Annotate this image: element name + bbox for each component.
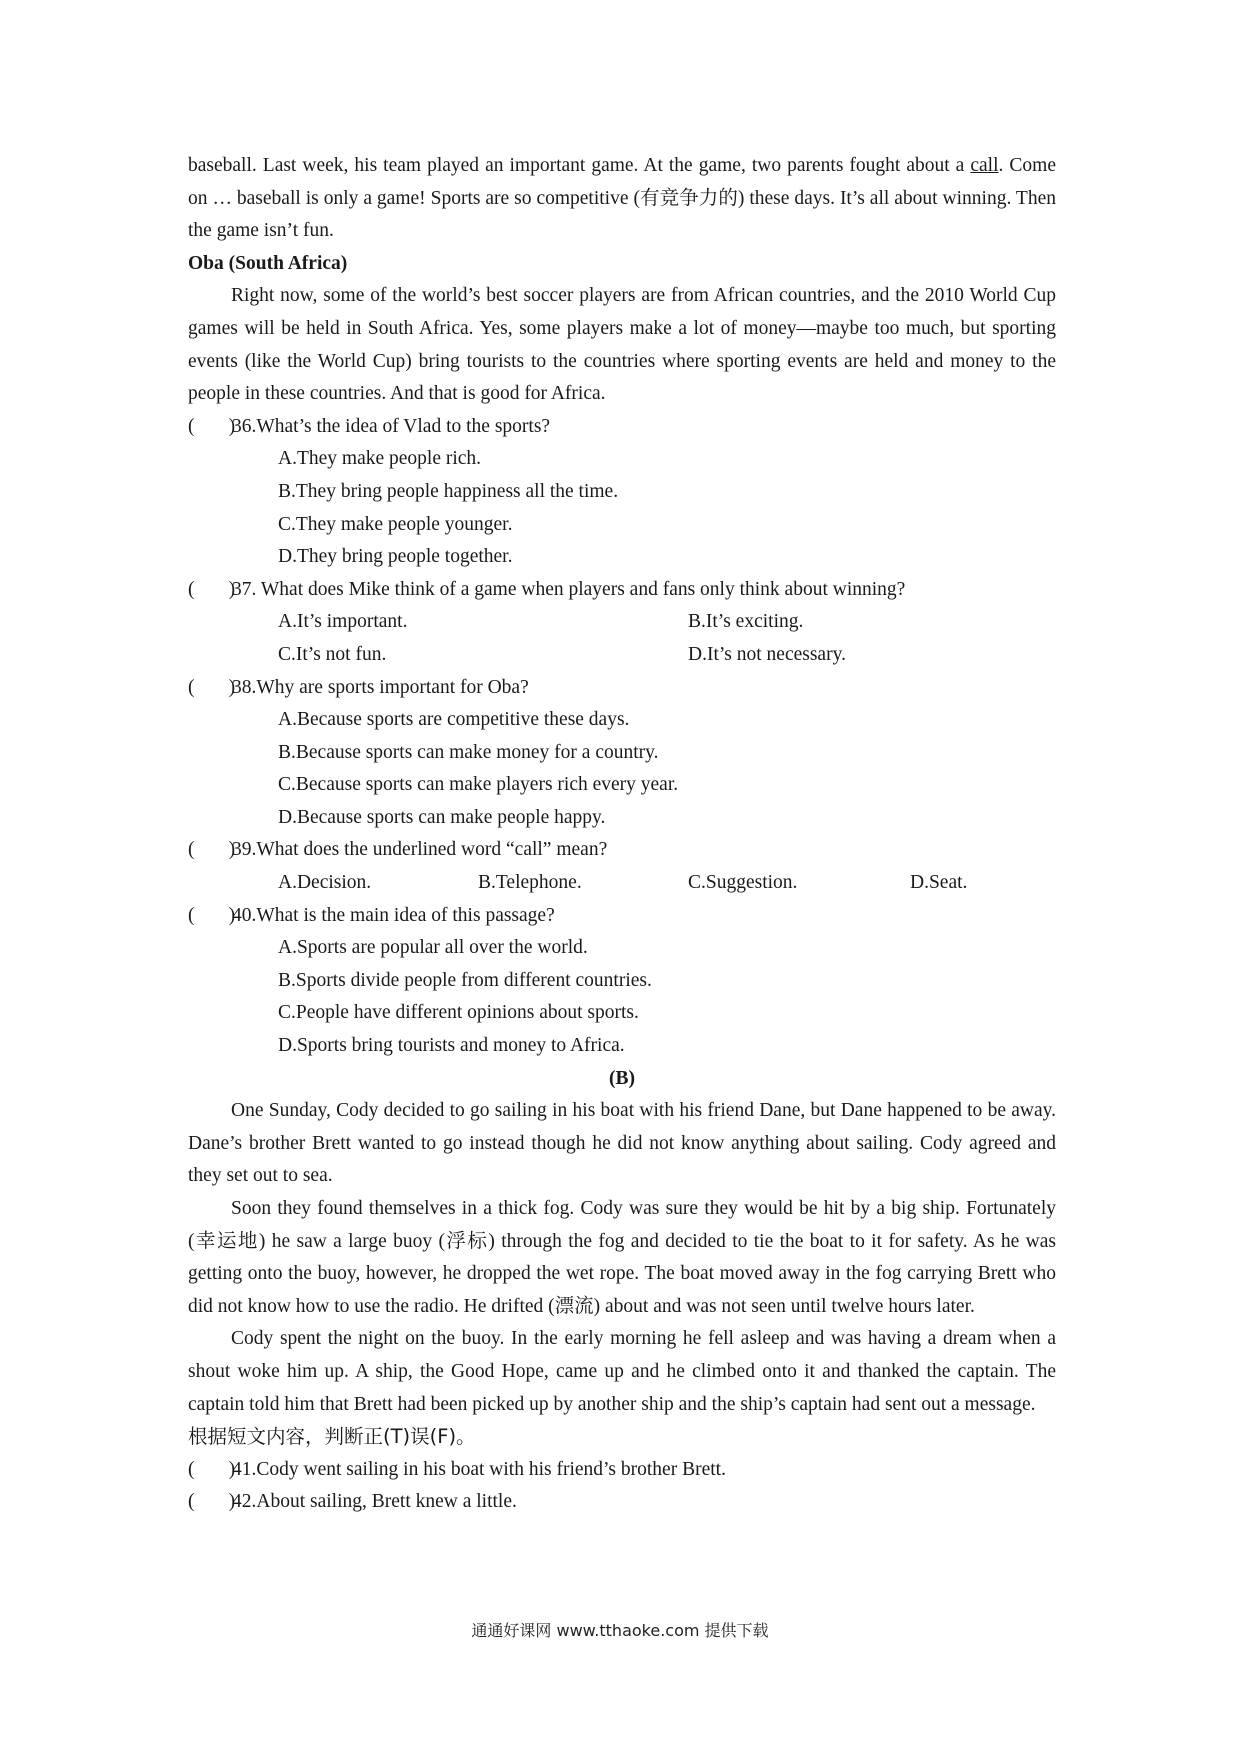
question-38 [188,672,1056,835]
option-c: C.They make people younger. [278,513,513,535]
answer-blank[interactable]: ( ) [188,676,236,698]
options-grid [278,606,1056,671]
option-b: B.It’s exciting. [688,611,804,633]
option-a: A.They make people rich. [278,448,482,470]
answer-blank[interactable]: ( ) [188,904,236,926]
option-c: C.People have different opinions about sports. [278,1002,639,1024]
question-42 [188,1486,1056,1519]
answer-blank[interactable]: ( ) [188,839,236,861]
options-list [278,704,1056,834]
options-list [278,932,1056,1062]
passage-a-paragraph [188,150,1056,248]
option-a: A.Decision. [278,872,372,894]
underlined-word-call: call [970,155,999,176]
option-d: D.Because sports can make people happy. [278,806,606,828]
option-d: D.They bring people together. [278,546,513,568]
option-a: A.It’s important. [278,611,408,633]
section-b-paragraph-3: Cody spent the night on the buoy. In the early morning he fell asleep and was having a dream when a shout woke him up. A ship, the Good Hope, came up and he climbed onto it and thanked the captain. The captain told him that Brett had been picked up by another ship and the ship’s captain had sent out a message. [188,1328,1056,1415]
paragraph-text: baseball. Last week, his team played an important game. At the game, two parents fought about a [188,155,971,176]
question-text: 38.Why are sports important for Oba? [232,676,529,698]
answer-blank[interactable]: ( ) [188,578,236,600]
option-b: B.Telephone. [478,872,582,894]
answer-blank[interactable]: ( ) [188,1491,236,1513]
question-text: 37. What does Mike think of a game when players and fans only think about winning? [232,578,906,600]
true-false-instruction: 根据短文内容，判断正(T)误(F)。 [188,1425,476,1449]
option-a: A.Sports are popular all over the world. [278,937,588,959]
question-37 [188,574,1056,672]
option-d: D.It’s not necessary. [688,643,846,665]
option-a: A.Because sports are competitive these days. [278,709,630,731]
question-text: 41.Cody went sailing in his boat with his friend’s brother Brett. [232,1458,726,1480]
option-d: D.Seat. [910,872,968,894]
section-b-label: (B) [609,1067,635,1089]
option-b: B.Sports divide people from different countries. [278,969,652,991]
question-text: 36.What’s the idea of Vlad to the sports? [232,415,551,437]
options-row [278,867,1056,900]
options-list [278,443,1056,573]
section-heading-oba: Oba (South Africa) [188,252,348,274]
option-c: C.Suggestion. [688,872,798,894]
question-41 [188,1454,1056,1487]
question-36 [188,411,1056,574]
question-39 [188,834,1056,899]
option-c: C.Because sports can make players rich every year. [278,774,679,796]
section-b-paragraph-2: Soon they found themselves in a thick fog. Cody was sure they would be hit by a big ship. Fortunately (幸运地) he saw a large buoy (浮标) through the fog and decided to tie the boat to it for safety. As he was getting onto the buoy, however, he dropped the wet rope. The boat moved away in the fog carrying Brett who did not know how to use the radio. He drifted (漂流) about and was not seen until twelve hours later. [188,1198,1056,1317]
section-b-paragraph-1: One Sunday, Cody decided to go sailing in his boat with his friend Dane, but Dane happened to be away. Dane’s brother Brett wanted to go instead though he did not know anything about sailing. Cody agreed and they set out to sea. [188,1100,1056,1187]
paragraph-text: . Come on … baseball is only a game! Sports are so competitive (有竞争力的) these days. It’s all about winning. Then the game isn’t fun. [188,155,1056,242]
answer-blank[interactable]: ( ) [188,415,236,437]
page-footer: 通通好课网 www.tthaoke.com 提供下载 [471,1621,769,1640]
question-text: 39.What does the underlined word “call” mean? [232,839,608,861]
oba-paragraph: Right now, some of the world’s best soccer players are from African countries, and the 2010 World Cup games will be held in South Africa. Yes, some players make a lot of money—maybe too much, but sporting events (like the World Cup) bring tourists to the countries where sporting events are held and money to the people in these countries. And that is good for Africa. [188,285,1056,405]
answer-blank[interactable]: ( ) [188,1458,236,1480]
question-text: 42.About sailing, Brett knew a little. [232,1491,517,1513]
page-content [188,150,1056,1519]
option-b: B.They bring people happiness all the time. [278,480,619,502]
option-c: C.It’s not fun. [278,643,387,665]
option-b: B.Because sports can make money for a country. [278,741,659,763]
question-40 [188,900,1056,1063]
option-d: D.Sports bring tourists and money to Africa. [278,1035,625,1057]
question-text: 40.What is the main idea of this passage? [232,904,555,926]
